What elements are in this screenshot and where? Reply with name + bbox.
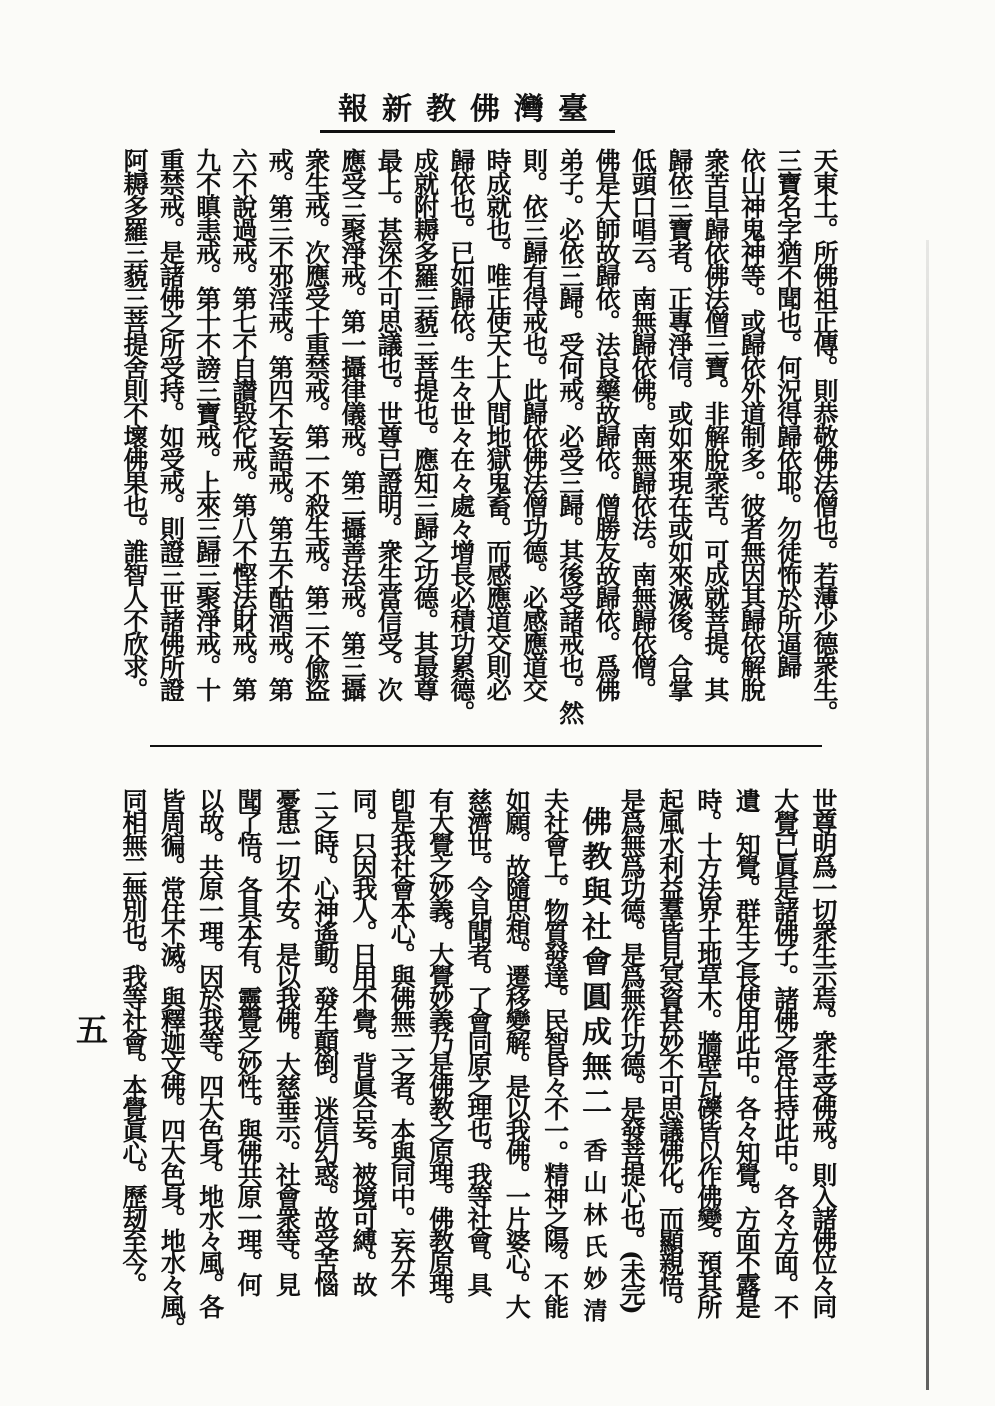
text-column: 衆生戒。次應受十重禁戒。第一不殺生戒。第二不偸盜 xyxy=(301,148,331,700)
text-column: 低頭口唱云。南無歸依佛。南無歸依法。南無歸依僧。 xyxy=(628,148,658,700)
text-column: 則。依三歸有得戒也。此歸依佛法僧功德。必感應道交 xyxy=(519,148,549,700)
text-column: 歸依也。已如歸依。生々世々在々處々增長必積功累德。 xyxy=(446,148,476,723)
text-column: 大覺已眞是諸佛子。諸佛之常住持此中。各々方面。不 xyxy=(770,788,800,1316)
top-article xyxy=(116,148,842,728)
text-column: 慈濟世。令見聞者。了會同原之理也。我等社會。具 xyxy=(463,788,493,1294)
bottom-article xyxy=(114,788,842,1340)
text-column: 戒。第三不邪淫戒。第四不妄語戒。第五不酤酒戒。第 xyxy=(265,148,295,700)
text-column: 歸依三寶者。正專淨信。或如來現在或如來滅後。合掌 xyxy=(664,148,694,700)
text-column: 世尊明爲一切衆生示焉。衆生受佛戒。則入諸佛位々同 xyxy=(808,788,838,1316)
section-divider xyxy=(150,745,822,747)
text-column: 最上。甚深不可思議也。世尊已證明。衆生當信受。次 xyxy=(374,148,404,700)
text-column: 皆周徧。常住不滅。與釋迦文佛。四大色身。地水々風。 xyxy=(157,788,187,1338)
text-column: 衆苦早歸依佛法僧三寶。非解脫衆苦。可成就菩提。其 xyxy=(701,148,730,700)
publication-title: 臺灣佛教新報 xyxy=(338,92,602,127)
text-column: 依山神鬼神等。或歸依外道制多。彼者無因其歸依解脫 xyxy=(737,148,767,700)
text-column: 憂患一切不安。是以我佛。大慈垂示。社會衆等。見 xyxy=(272,788,302,1294)
text-column: 遺 知覺。群生之長使用此中。各々知覺。方面不露是 xyxy=(732,788,762,1316)
article-heading xyxy=(574,788,612,1340)
text-column: 阿耨多羅三藐三菩提舍則不壞佛果也。誰智人不欣求。 xyxy=(120,148,149,700)
text-column: 同相無二無別也。我等社會。本覺眞心。歷刼至今。 xyxy=(119,788,148,1294)
text-column: 聞了悟。各具本有。靈覺之妙性。與佛共原一理。何 xyxy=(233,788,263,1294)
text-column: 是爲無爲功德。是爲無作功德。是發菩提心也。(未完) xyxy=(617,788,647,1312)
text-column: 六不說過戒。第七不自讃毀佗戒。第八不慳法財戒。第 xyxy=(228,148,258,700)
text-column: 如願。故隨思想。遷移變解。是以我佛。一片婆心。大 xyxy=(502,788,532,1316)
text-column: 同。只因我人。日用不覺。背眞合妄。被境可縛。故 xyxy=(348,788,378,1294)
text-column: 時。十方法界土地草木。牆壁瓦礫皆以作佛變。預其所 xyxy=(693,788,723,1316)
text-column: 時成就也。唯正使天上人間地獄鬼畜。而感應道交則必 xyxy=(483,148,513,700)
scan-edge-shadow xyxy=(926,240,929,1390)
text-column: 夫社會上。物質發達。民智昏々不一。精神之陽。不能 xyxy=(540,788,570,1316)
text-column: 二之時。心神遙動。發生顛倒。迷信幻惑。故受苦惱 xyxy=(310,788,340,1294)
article-title: 佛教與社會圓成無二 xyxy=(575,806,611,1121)
text-column: 起風水利益羣皆見冥資甚妙不可思議佛化。而顯親悟。 xyxy=(655,788,685,1316)
text-column: 以故。共原一理。因於我等。四大色身。地水々風。各 xyxy=(195,788,225,1316)
text-column: 重禁戒。是諸佛之所受持。如受戒。則證三世諸佛所證 xyxy=(156,148,186,700)
article-author: 香山林氏妙清 xyxy=(578,1138,608,1331)
text-column: 佛是大師故歸依。法良藥故歸依。僧勝友故歸依。爲佛 xyxy=(592,148,622,700)
text-column: 成就附耨多羅三藐三菩提也。應知三歸之功德。其最尊 xyxy=(410,148,440,700)
text-column: 應受三聚淨戒。第一攝律儀戒。第二攝善法戒。第三攝 xyxy=(337,148,367,700)
page-number: 五 xyxy=(75,1011,108,1049)
text-column: 九不瞋恚戒。第十不謗三寶戒。上來三歸三聚淨戒。十 xyxy=(192,148,222,700)
text-column: 三寶名字猶不聞也。何況得歸依耶。勿徒怖於所逼歸 xyxy=(773,148,803,677)
text-column: 有大覺之妙義。大覺妙義乃是佛教之原理。佛教原理。 xyxy=(425,788,455,1316)
text-column: 天東土。所佛祖正傳。則恭敬佛法僧也。若薄少德衆生。 xyxy=(809,148,839,723)
text-column: 弟子。必依三歸。受何戒。必受三歸。其後受諸戒也。然 xyxy=(555,148,585,723)
text-column: 卽是我社會本心。與佛無二之者。本與同中。妄分不 xyxy=(387,788,417,1294)
header-rule xyxy=(320,130,615,133)
